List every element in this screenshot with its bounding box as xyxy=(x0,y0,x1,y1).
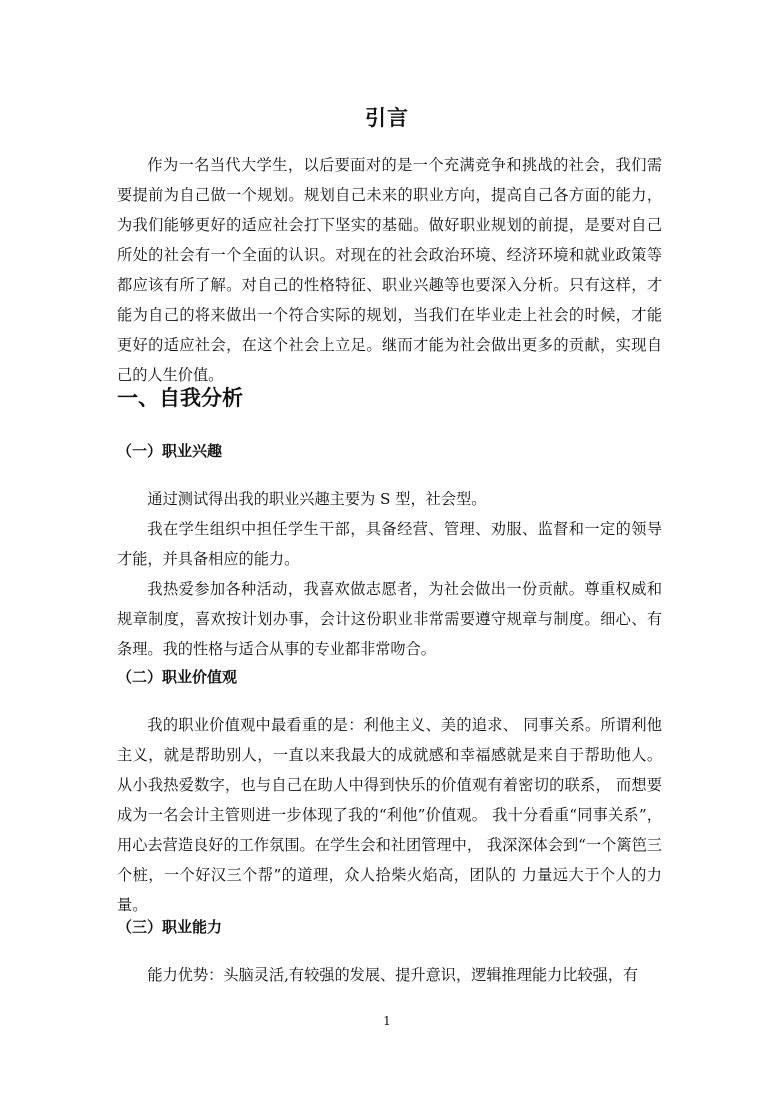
interest-paragraph-3: 我热爱参加各种活动，我喜欢做志愿者，为社会做出一份贡献。尊重权威和规章制度，喜欢按计划办事，会计这份职业非常需要遵守规章与制度。细心、有条理。我的性格与适合从事的专业都非常吻合。 xyxy=(117,580,662,658)
section-heading-self-analysis: 一、自我分析 xyxy=(117,386,243,410)
page-number: 1 xyxy=(383,1014,391,1028)
page-title: 引言 xyxy=(365,106,409,130)
subheading-career-ability: （三）职业能力 xyxy=(117,918,223,936)
subheading-career-interest: （一）职业兴趣 xyxy=(117,442,223,460)
values-paragraph: 我的职业价值观中最看重的是：利他主义、美的追求、 同事关系。所谓利他主义，就是帮助别人，一直以来我最大的成就感和幸福感就是来自于帮助他人。从小我热爱数字，也与自己在助人中得到快乐的价值观有着密切的联系， 而想要成为一名会计主管则进一步体现了我的“利他”价值观。 我十分看重“同事关系”，用心去营造良好的工作氛围。在学生会和社团管理中， 我深深体会到“一个篱笆三个桩，一个好汉三个帮”的道理，众人拾柴火焰高，团队的 力量远大于个人的力量。 xyxy=(117,716,662,914)
intro-paragraph: 作为一名当代大学生，以后要面对的是一个充满竞争和挑战的社会，我们需要提前为自己做一个规划。规划自己未来的职业方向，提高自己各方面的能力，为我们能够更好的适应社会打下坚实的基础。做好职业规划的前提，是要对自己所处的社会有一个全面的认识。对现在的社会政治环境、经济环境和就业政策等都应该有所了解。对自己的性格特征、职业兴趣等也要深入分析。只有这样，才能为自己的将来做出一个符合实际的规划，当我们在毕业走上社会的时候，才能更好的适应社会，在这个社会上立足。继而才能为社会做出更多的贡献，实现自己的人生价值。 xyxy=(117,156,662,384)
interest-paragraph-2: 我在学生组织中担任学生干部，具备经营、管理、劝服、监督和一定的领导才能，并具备相应的能力。 xyxy=(117,520,662,568)
ability-paragraph: 能力优势：头脑灵活,有较强的发展、提升意识，逻辑推理能力比较强，有 xyxy=(147,966,639,984)
subheading-career-values: （二）职业价值观 xyxy=(117,668,238,686)
interest-paragraph-1: 通过测试得出我的职业兴趣主要为 S 型，社会型。 xyxy=(147,490,487,508)
